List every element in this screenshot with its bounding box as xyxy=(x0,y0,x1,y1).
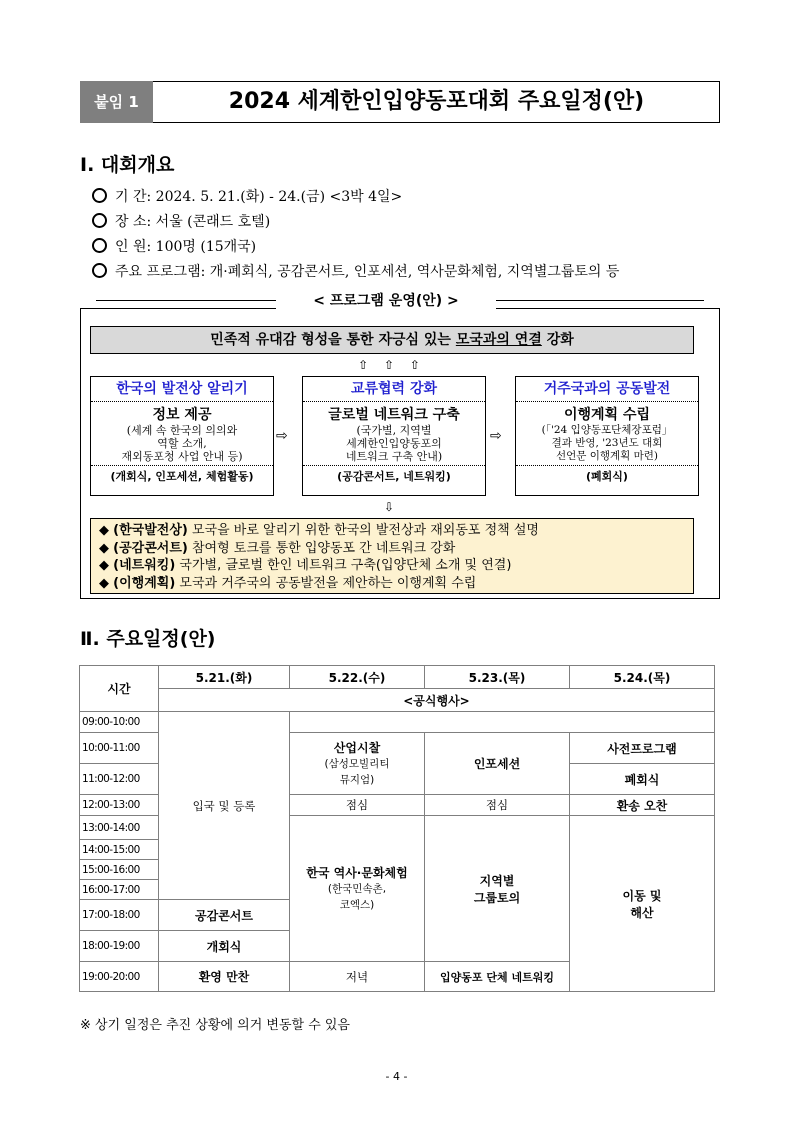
day1-arrival: 입국 및 등록 xyxy=(159,712,290,900)
column-description: (「'24 입양동포단체장포럼」 결과 반영, '23년도 대회 선언문 이행계획 마련) xyxy=(516,424,698,466)
column-subtitle: 정보 제공 xyxy=(152,407,212,423)
column-events: (공감콘서트, 네트워킹) xyxy=(337,470,451,483)
time-slot: 18:00-19:00 xyxy=(80,931,159,962)
title-rule-left xyxy=(96,300,280,301)
column-heading: 한국의 발전상 알리기 xyxy=(91,377,273,402)
column-description: (국가별, 지역별 세계한인입양동포의 네트워크 구축 안내) xyxy=(303,424,485,466)
detail-item: ◆ (이행계획) 모국과 거주국의 공동발전을 제안하는 이행계획 수립 xyxy=(99,575,477,591)
schedule-table xyxy=(79,665,715,992)
program-goal: 민족적 유대감 형성을 통한 자긍심 있는 모국과의 연결 강화 xyxy=(90,326,694,354)
time-slot: 15:00-16:00 xyxy=(80,860,159,880)
time-slot: 14:00-15:00 xyxy=(80,840,159,860)
program-column xyxy=(515,376,699,496)
time-slot: 11:00-12:00 xyxy=(80,764,159,795)
program-column xyxy=(302,376,486,496)
day1-welcome-dinner: 환영 만찬 xyxy=(159,962,290,992)
day1-concert: 공감콘서트 xyxy=(159,900,290,931)
attachment-tag: 붙임 1 xyxy=(80,81,153,123)
page-number: - 4 - xyxy=(385,1070,408,1083)
column-events: (개회식, 인포세션, 체험활동) xyxy=(110,470,254,483)
time-slot: 19:00-20:00 xyxy=(80,962,159,992)
day-header: 5.23.(목) xyxy=(425,666,570,689)
day3-lunch: 점심 xyxy=(425,795,570,816)
column-heading: 거주국과의 공동발전 xyxy=(516,377,698,402)
day4-departure: 이동 및 해산 xyxy=(570,816,715,992)
time-slot: 10:00-11:00 xyxy=(80,733,159,764)
down-arrow-icon: ⇩ xyxy=(384,500,395,514)
overview-item: 기 간: 2024. 5. 21.(화) - 24.(금) <3박 4일> xyxy=(92,186,402,206)
overview-item: 장 소: 서울 (콘래드 호텔) xyxy=(92,211,270,231)
column-description: (세계 속 한국의 의의와 역할 소개, 재외동포청 사업 안내 등) xyxy=(91,424,273,466)
day3-group-discussion: 지역별 그룹토의 xyxy=(425,816,570,962)
column-heading: 교류협력 강화 xyxy=(303,377,485,402)
column-subtitle: 이행계획 수립 xyxy=(563,407,651,423)
circle-bullet-icon xyxy=(92,238,107,253)
circle-bullet-icon xyxy=(92,263,107,278)
time-slot: 17:00-18:00 xyxy=(80,900,159,931)
title-rule-right xyxy=(494,300,704,301)
overview-title: Ⅰ. 대회개요 xyxy=(80,154,175,176)
column-subtitle: 글로벌 네트워크 구축 xyxy=(328,407,460,423)
program-title: < 프로그램 운영(안) > xyxy=(276,290,496,310)
day3-info-session: 인포세션 xyxy=(425,733,570,795)
program-column xyxy=(90,376,274,496)
overview-item: 인 원: 100명 (15개국) xyxy=(92,236,256,256)
overview-item: 주요 프로그램: 개·폐회식, 공감콘서트, 인포세션, 역사문화체험, 지역별그룹토의 등 xyxy=(92,261,619,281)
detail-item: ◆ (공감콘서트) 참여형 토크를 통한 입양동포 간 네트워크 강화 xyxy=(99,540,456,556)
program-details xyxy=(90,518,694,594)
time-header: 시간 xyxy=(80,666,159,712)
schedule-title: Ⅱ. 주요일정(안) xyxy=(80,628,216,650)
day4-farewell-lunch: 환송 오찬 xyxy=(570,795,715,816)
day4-pre-program: 사전프로그램 xyxy=(570,733,715,764)
time-slot: 09:00-10:00 xyxy=(80,712,159,733)
empty-cell xyxy=(290,712,715,733)
day1-opening: 개회식 xyxy=(159,931,290,962)
detail-item: ◆ (한국발전상) 모국을 바로 알리기 위한 한국의 발전상과 재외동포 정책 설명 xyxy=(99,523,539,538)
right-arrow-icon: ⇨ xyxy=(490,428,502,444)
day-header: 5.24.(목) xyxy=(570,666,715,689)
circle-bullet-icon xyxy=(92,188,107,203)
day2-culture: 한국 역사·문화체험 (한국민속촌, 코엑스) xyxy=(290,816,425,962)
day-header: 5.22.(수) xyxy=(290,666,425,689)
day-header: 5.21.(화) xyxy=(159,666,290,689)
time-slot: 16:00-17:00 xyxy=(80,880,159,900)
day2-dinner: 저녁 xyxy=(290,962,425,992)
day3-networking: 입양동포 단체 네트워킹 xyxy=(425,962,570,992)
right-arrow-icon: ⇨ xyxy=(276,428,288,444)
day2-lunch: 점심 xyxy=(290,795,425,816)
document-title: 2024 세계한인입양동포대회 주요일정(안) xyxy=(228,89,645,114)
schedule-note: ※ 상기 일정은 추진 상황에 의거 변동할 수 있음 xyxy=(80,1018,350,1033)
up-arrows-icon: ⇧ ⇧ ⇧ xyxy=(358,358,426,372)
detail-item: ◆ (네트워킹) 국가별, 글로벌 한인 네트워크 구축(입양단체 소개 및 연결) xyxy=(99,558,512,573)
official-events-label: <공식행사> xyxy=(159,689,715,712)
time-slot: 12:00-13:00 xyxy=(80,795,159,816)
circle-bullet-icon xyxy=(92,213,107,228)
column-events: (폐회식) xyxy=(586,470,628,483)
time-slot: 13:00-14:00 xyxy=(80,816,159,840)
day2-industry-tour: 산업시찰 (삼성모빌리티 뮤지엄) xyxy=(290,733,425,795)
day4-closing: 폐회식 xyxy=(570,764,715,795)
